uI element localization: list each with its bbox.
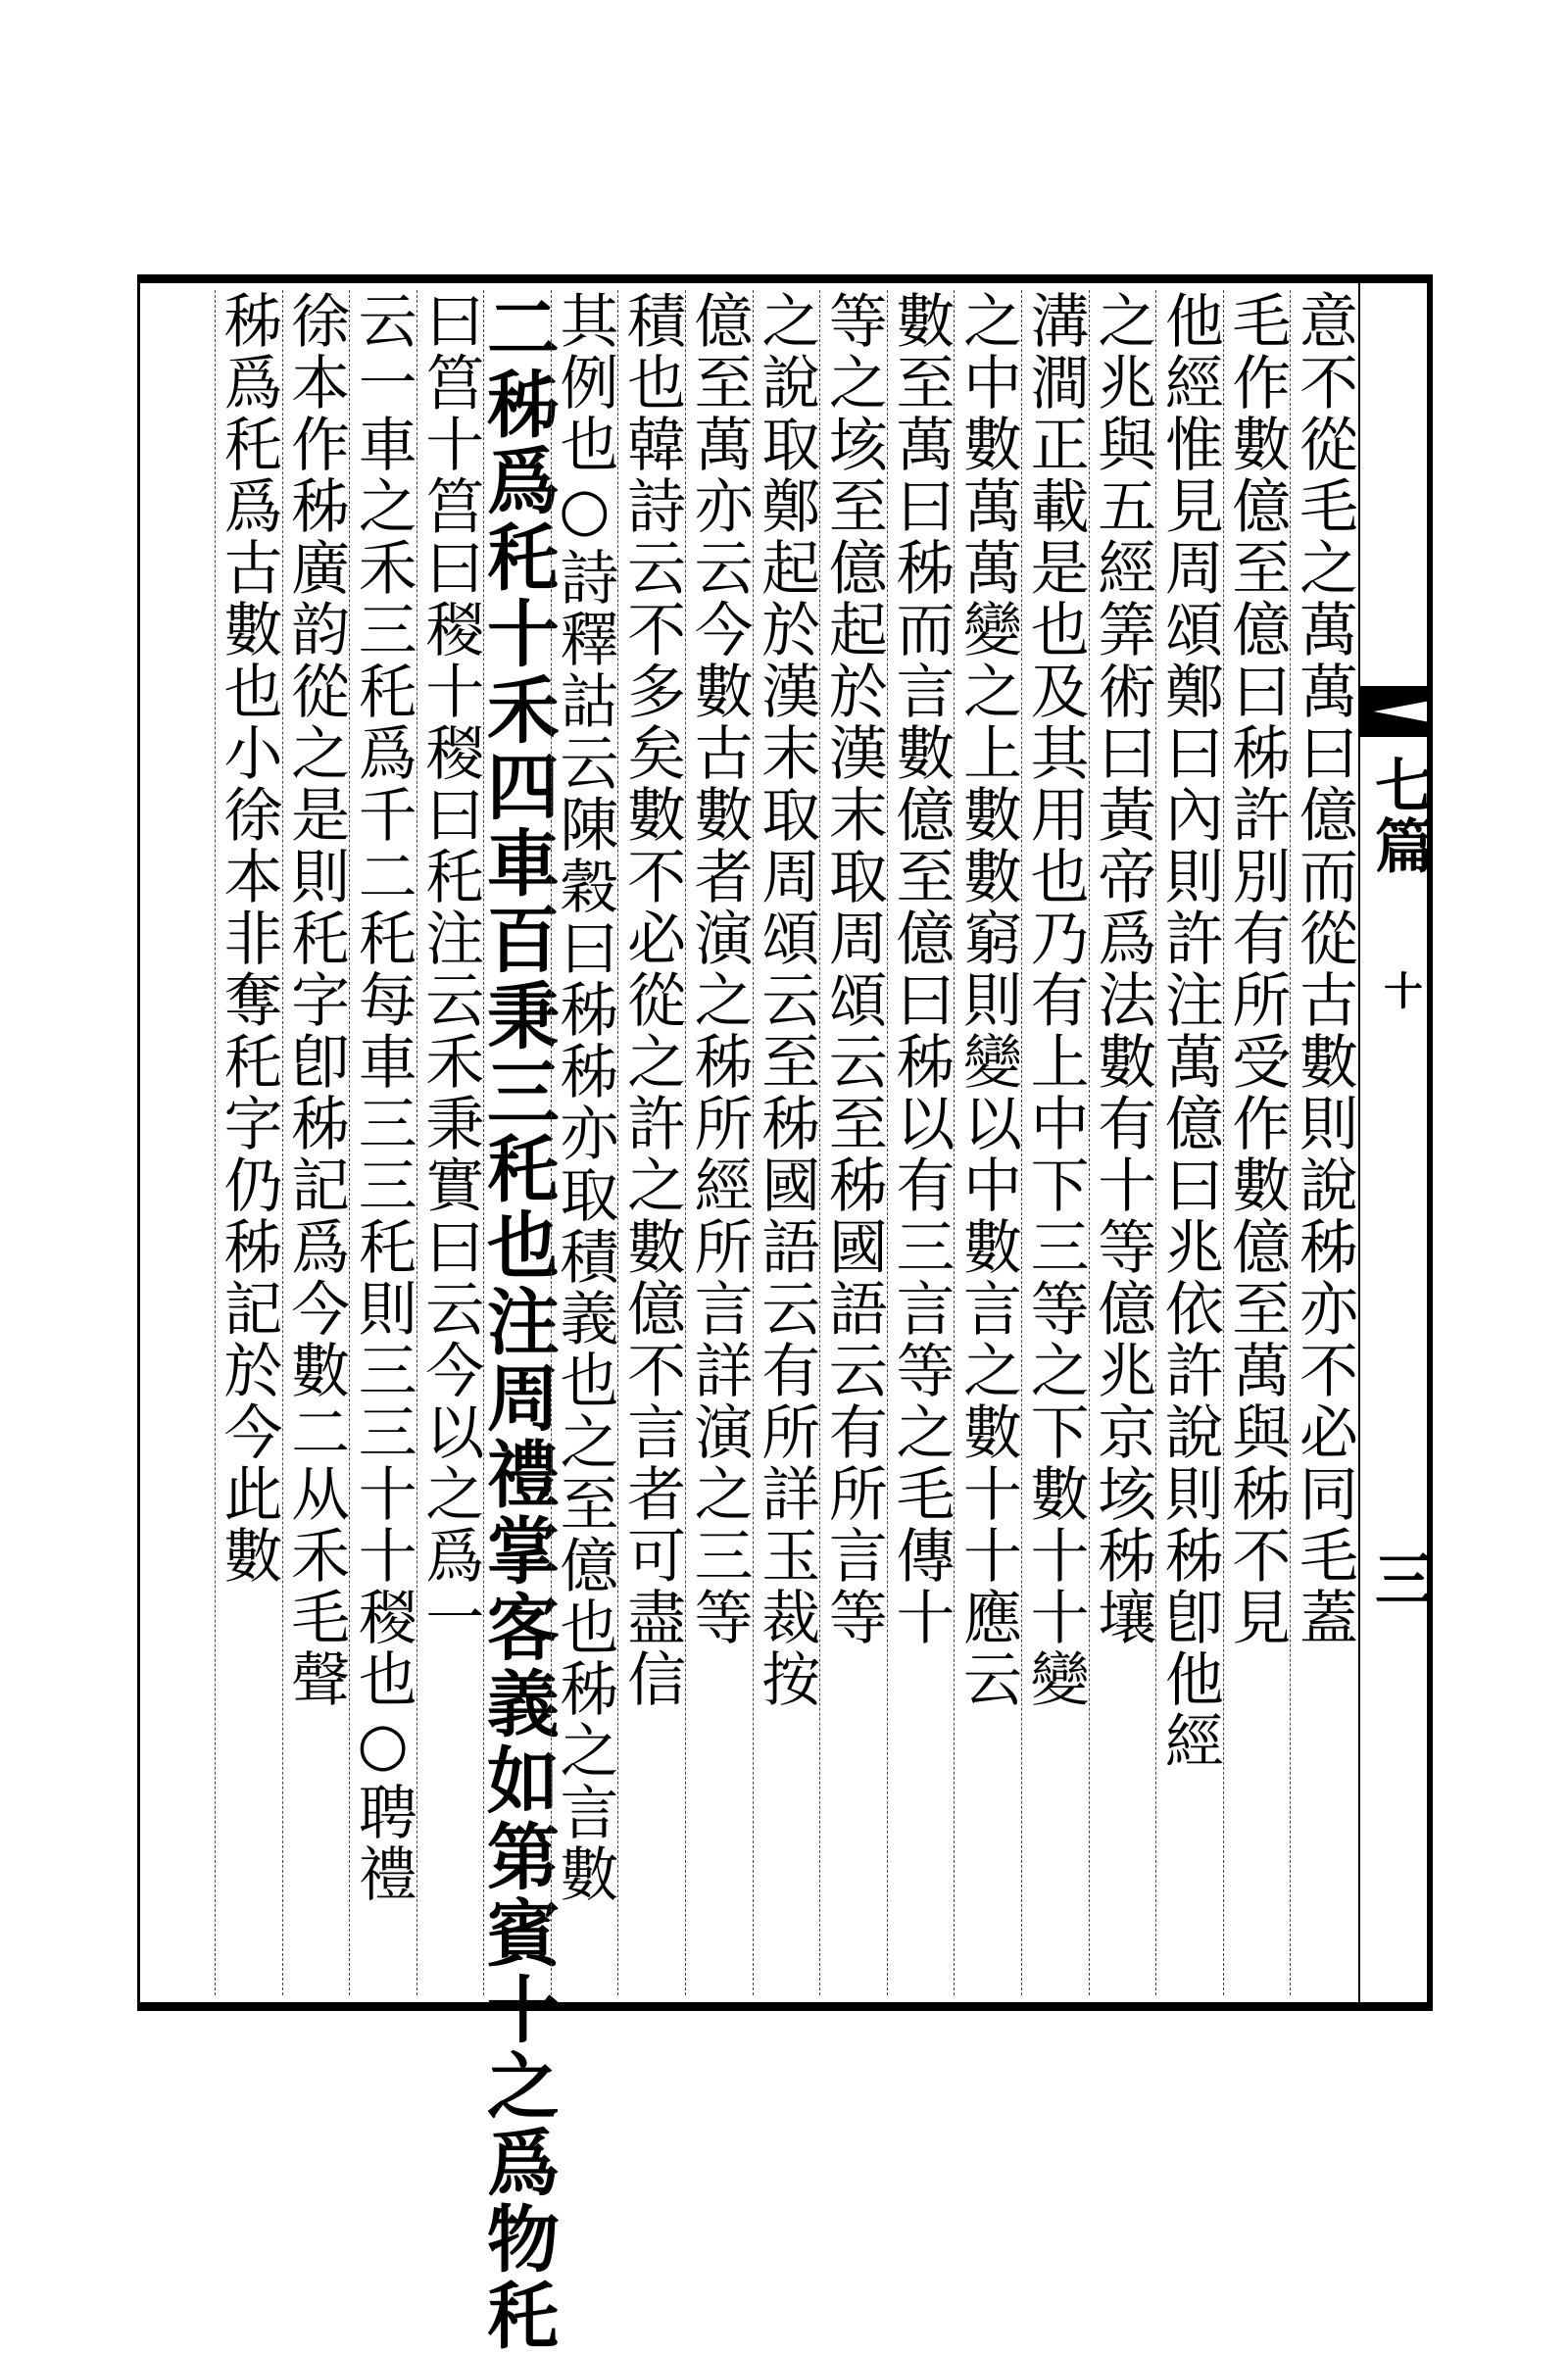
text-column-8: 等之垓至億起於漢末取周頌云至秭國語云有所言等 bbox=[819, 290, 887, 1995]
margin-mark: 十 bbox=[1384, 968, 1423, 1014]
text-column-7: 數至萬曰秭而言數億至億曰秭以有三言等之毛傳十 bbox=[887, 290, 955, 1995]
text-column-1: 意不從毛之萬萬曰億而從古數則說秭亦不必同毛蓋 bbox=[1290, 290, 1357, 1995]
text-column-10: 億至萬亦云今數古數者演之秭所經所言詳演之三等 bbox=[685, 290, 753, 1995]
text-column-14: 曰筥十筥曰稯十稯曰秅注云禾秉實曰云今以之爲一 bbox=[416, 290, 484, 1995]
text-column-17: 秭爲秅爲古數也小徐本非奪秅字仍秭記於今此數 bbox=[215, 290, 282, 1995]
text-column-4: 之兆與五經筭術曰黃帝爲法數有十等億兆京垓秭壤 bbox=[1089, 290, 1156, 1995]
chapter-title: 七篇 bbox=[1365, 755, 1434, 876]
page-number: 三 bbox=[1365, 1548, 1434, 1607]
text-column-15: 云一車之禾三秅爲千二秅每車三三秅則三三十十稯也○聘禮 bbox=[349, 290, 416, 1995]
text-column-11: 積也韓詩云不多矣數不必從之許之數億不言者可盡信 bbox=[617, 290, 685, 1995]
text-column-6: 之中數萬萬變之上數數窮則變以中數言之數十十應云 bbox=[954, 290, 1021, 1995]
text-column-3: 他經惟見周頌鄭曰內則許注萬億曰兆依許說則秭卽他經 bbox=[1155, 290, 1223, 1995]
text-column-2: 毛作數億至億曰秭許別有所受作數億至萬與秭不見 bbox=[1223, 290, 1291, 1995]
text-column-12: 其例也○詩釋詁云陳穀曰秭秭亦取積義也之至億也秭之言數 bbox=[551, 290, 618, 1995]
text-column-13: 二秭爲秅十禾四車百秉三秅也注周禮掌客義如第賓十之爲物秅 bbox=[474, 290, 560, 2354]
text-block bbox=[147, 290, 1358, 2354]
text-column-16: 徐本作秭廣韵從之是則秅字卽秭記爲今數二从禾毛聲 bbox=[282, 290, 350, 1995]
fold-margin bbox=[1358, 283, 1434, 2002]
text-column-5: 溝澗正載是也及其用也乃有上中下三等之下數十十變 bbox=[1021, 290, 1089, 1995]
text-column-9: 之說取鄭起於漢末取周頌云至秭國語云有所詳玉裁按 bbox=[753, 290, 820, 1995]
